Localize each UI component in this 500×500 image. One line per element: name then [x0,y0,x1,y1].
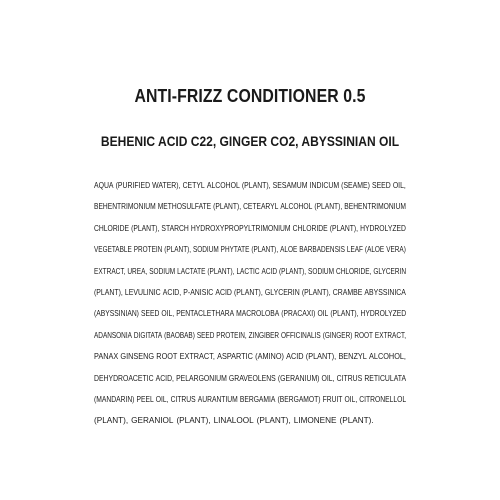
ingredient-word: HYDROLYZED [360,309,407,319]
ingredient-word: GLYCERIN [264,287,300,297]
ingredient-word: (PLANT), [241,181,271,190]
ingredient-word: CITRUS [170,394,196,404]
ingredient-word: OIL, [344,394,358,404]
ingredient-word: DIGITATA [133,330,163,340]
ingredient-word: CHLORIDE [292,223,328,233]
ingredient-word: CITRONELLOL [359,394,407,404]
ingredient-line [94,282,406,303]
ingredient-word: (PLANT), [329,223,359,233]
ingredient-word: (ALOE [364,245,385,255]
ingredient-word: AQUA [94,181,114,190]
ingredient-word: (GERANIUM) [277,373,320,383]
ingredient-line [94,218,406,239]
ingredient-word: PELARGONIUM [176,373,227,383]
ingredient-word: DEHYDROACETIC [94,373,154,383]
ingredient-word: (PLANT), [251,245,279,255]
ingredient-word: RETICULATA [364,373,407,383]
ingredient-line [94,303,406,324]
ingredient-word: EXTRACT, [374,330,407,340]
ingredient-word: (PLANT), [207,266,235,276]
ingredient-word: INDICUM [309,181,340,190]
ingredient-word: OIL, [321,373,335,383]
ingredient-word: HYDROLYZED [360,223,406,233]
ingredient-word: PENTACLETHARA [176,309,235,319]
ingredient-word: CETYL [182,181,205,190]
ingredient-word: MACROLOBA [236,309,280,319]
ingredient-word: (PLANT), [330,309,359,319]
ingredient-word: GINSENG [120,352,155,362]
ingredient-word: ADANSONIA [94,330,132,340]
ingredient-word: PEEL [136,394,154,404]
ingredient-word: (SEAME) [341,181,370,190]
ingredient-word: (PLANT), [131,223,160,233]
ingredient-line [94,368,406,389]
ingredient-word: (PLANT), [94,287,123,297]
ingredient-word: (MANDARIN) [94,394,135,404]
ingredient-word: LEVULINIC [124,287,161,297]
ingredient-word: LIMONENE [293,416,337,426]
ingredient-word: (PLANT), [314,202,343,212]
ingredient-word: PHYTATE [220,245,250,255]
ingredient-word: ACID, [162,287,182,297]
ingredient-word: SEED [371,181,391,190]
ingredient-word: ASPARTIC [217,352,253,362]
ingredient-word: (PLANT), [213,202,242,212]
ingredient-word: (GINGER) [322,330,353,340]
ingredient-word: (BAOBAB) [164,330,195,340]
ingredient-word: (ABYSSINIAN) [94,309,139,319]
ingredient-word: ZINGIBER [248,330,280,340]
ingredient-word: ACID [261,266,278,276]
ingredient-word: LACTIC [236,266,260,276]
ingredient-line [94,325,406,346]
ingredient-word: ALCOHOL, [369,352,406,362]
ingredient-word: STARCH [161,223,189,233]
ingredient-word: OFFICINALIS [281,330,321,340]
ingredient-word: BEHENTRIMONIUM [94,202,156,212]
ingredient-word: BERGAMIA [239,394,276,404]
ingredient-word: (BERGAMOT) [277,394,321,404]
ingredient-word: SESAMUM [272,181,308,190]
ingredient-line [94,239,406,260]
ingredient-word: PROTEIN [133,245,163,255]
ingredient-word: AURANTIUM [197,394,238,404]
ingredient-word: LEAF [346,245,363,255]
ingredient-line [94,175,406,196]
ingredient-word: LINALOOL [213,416,254,426]
ingredient-word: SODIUM [193,245,219,255]
ingredient-word: PANAX [94,352,119,362]
product-subtitle: BEHENIC ACID C22, GINGER CO2, ABYSSINIAN OIL [100,133,400,149]
ingredients-list [94,175,406,432]
ingredient-word: ACID [286,352,304,362]
ingredient-word: (PLANT), [305,352,337,362]
ingredient-word: (PRACAXI) [281,309,316,319]
product-title: ANTI-FRIZZ CONDITIONER 0.5 [134,86,366,106]
ingredient-line [94,346,406,367]
ingredient-word: BARBADENSIS [299,245,345,255]
ingredient-word: UREA, [127,266,148,276]
ingredient-word: ROOT [156,352,178,362]
ingredient-word: ACID [215,287,232,297]
ingredient-word: OIL [317,309,329,319]
ingredient-word: (PLANT). [339,416,374,426]
ingredient-word: SEED [141,309,160,319]
ingredient-line [94,410,406,431]
ingredient-word: OIL, [155,394,169,404]
ingredient-word: ROOT [354,330,373,340]
ingredient-word: (PLANT), [256,416,291,426]
ingredient-word: (PLANT), [176,416,211,426]
ingredient-word: CHLORIDE, [336,266,372,276]
ingredient-word: GERANIOL [131,416,174,426]
ingredient-word: ALCOHOL [206,181,240,190]
ingredient-word: (PLANT), [301,287,331,297]
ingredient-line [94,389,406,410]
ingredient-word: CITRUS [336,373,363,383]
ingredient-word: FRUIT [322,394,343,404]
ingredient-word: ALOE [280,245,298,255]
ingredient-word: CRAMBE [332,287,363,297]
ingredient-word: LACTATE [177,266,206,276]
ingredient-word: OIL, [161,309,175,319]
ingredient-word: EXTRACT, [179,352,215,362]
ingredient-line [94,196,406,217]
ingredient-word: PROTEIN, [216,330,247,340]
ingredient-word: (PLANT), [164,245,192,255]
ingredient-word: SODIUM [308,266,335,276]
ingredient-word: SEED [196,330,215,340]
ingredient-word: (PLANT), [233,287,263,297]
ingredient-word: SODIUM [149,266,176,276]
ingredient-word: GLYCERIN [373,266,407,276]
ingredient-word: VERA) [386,245,406,255]
ingredient-word: BENZYL [338,352,367,362]
ingredient-word: HYDROXYPROPYLTRIMONIUM [190,223,291,233]
ingredient-word: (PURIFIED [115,181,151,190]
ingredient-word: GRAVEOLENS [228,373,276,383]
ingredient-line [94,261,406,282]
ingredient-word: BEHENTRIMONIUM [344,202,406,212]
ingredient-word: ACID, [155,373,174,383]
ingredient-word: (AMINO) [255,352,284,362]
ingredient-word: ALCOHOL [280,202,313,212]
ingredient-word: OIL, [392,181,406,190]
ingredient-word: METHOSULFATE [157,202,212,212]
ingredient-word: P-ANISIC [183,287,214,297]
ingredient-word: VEGETABLE [94,245,132,255]
ingredient-word: WATER), [152,181,181,190]
ingredient-word: EXTRACT, [94,266,126,276]
ingredient-word: ABYSSINICA [364,287,406,297]
ingredient-word: (PLANT), [94,416,129,426]
ingredient-word: CETEARYL [243,202,279,212]
ingredient-word: (PLANT), [279,266,307,276]
ingredient-word: CHLORIDE [94,223,130,233]
